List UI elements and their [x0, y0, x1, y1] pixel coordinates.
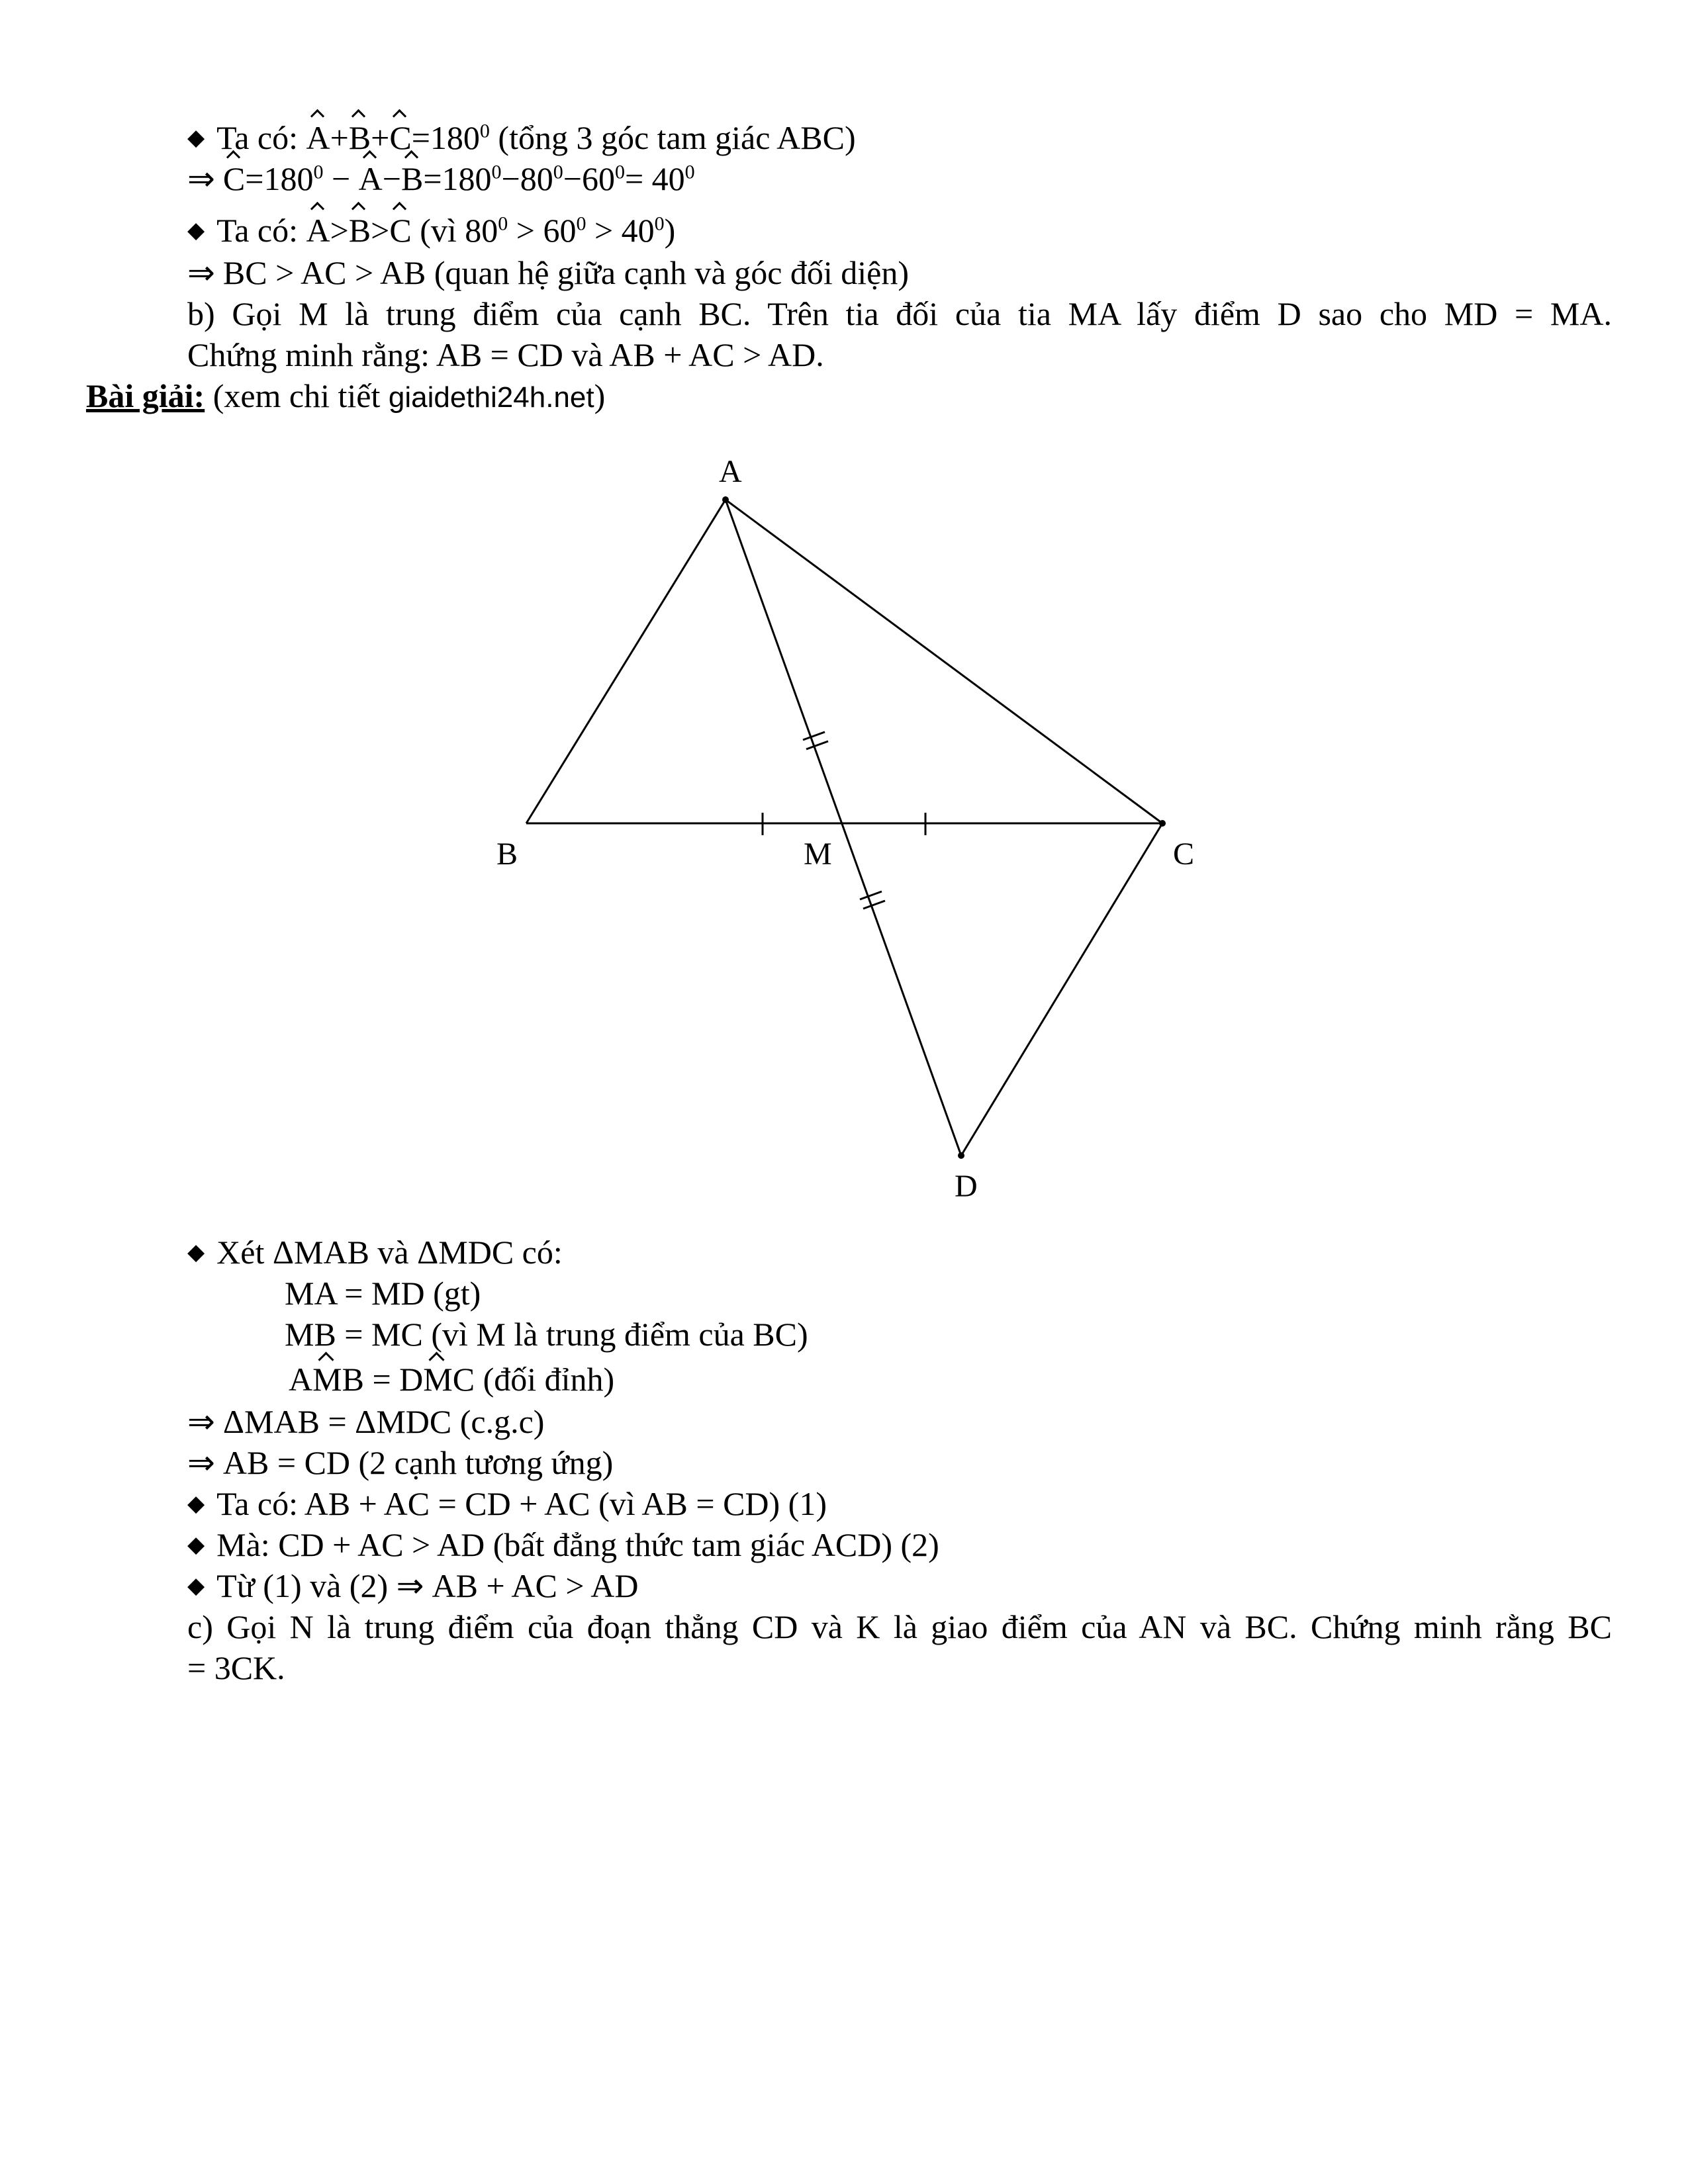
implies-icon: ⇒ [187, 254, 215, 291]
implies-icon: ⇒ [187, 160, 215, 197]
line-part-c-end: = 3CK. [187, 1649, 285, 1686]
line-part-b: b) Gọi M là trung điểm của cạnh BC. Trên tia đối của tia MA lấy điểm D sao cho MD = MA. [187, 295, 1612, 332]
tick-md-1 [860, 891, 882, 899]
proof-sum-equal-text: Ta có: AB + AC = CD + AC (vì AB = CD) (1) [216, 1485, 827, 1522]
angle-c-hat: C [389, 119, 412, 156]
segment-ac [726, 500, 1162, 823]
angle-a-hat: A [306, 212, 330, 249]
angle-c-hat: C [389, 212, 412, 249]
angle-b-hat: B [348, 119, 371, 156]
label-c: C [1173, 837, 1195, 872]
proof-congruent-text: ΔMAB = ΔMDC (c.g.c) [222, 1403, 545, 1440]
degree-sup: 0 [498, 212, 508, 235]
angle-vertex-hat: M [423, 1361, 453, 1398]
angle-sum-note: (tổng 3 góc tam giác ABC) [498, 119, 856, 156]
angle-b-hat: B [348, 212, 371, 249]
note-part: > 40 [586, 212, 655, 249]
point-a [722, 496, 729, 503]
bullet-icon: ◆ [187, 1574, 205, 1598]
label-m: M [804, 837, 832, 872]
angle-name-part: C [452, 1361, 475, 1398]
proof-conclusion-b: AB + AC > AD [432, 1567, 639, 1604]
proof-conclusion-a: Từ (1) và (2) [216, 1567, 389, 1604]
minus-sign: − [331, 160, 351, 197]
site-name: giaidethi24h.net [388, 381, 594, 414]
side-compare-text: BC > AC > AB (quan hệ giữa cạnh và góc đối diện) [222, 254, 910, 291]
degree-sup: 0 [654, 212, 665, 235]
degree-sup: 0 [313, 161, 324, 183]
bullet-icon: ◆ [187, 1533, 205, 1557]
bullet-icon: ◆ [187, 218, 205, 243]
proof-triangle-inequality-text: Mà: CD + AC > AD (bất đẳng thức tam giác ACD) (2) [216, 1526, 939, 1563]
degree-sup: 0 [614, 161, 625, 183]
tick-ma-1 [803, 732, 825, 740]
proof-vertical-angles [289, 1359, 614, 1399]
solution-close: ) [594, 377, 606, 414]
expr-part: =180 [245, 160, 314, 197]
minus-sign: − [382, 160, 401, 197]
expr-part: −60 [563, 160, 615, 197]
angle-name-part: B [342, 1361, 364, 1398]
degree-sup: 0 [479, 120, 490, 142]
proof-ma-md: MA = MD (gt) [285, 1275, 481, 1312]
degree-sup: 0 [553, 161, 563, 183]
degree-sup: 0 [491, 161, 502, 183]
point-c [1159, 820, 1166, 827]
angle-vertex-hat: M [312, 1361, 342, 1398]
expr-part: −80 [501, 160, 553, 197]
tick-ma-2 [806, 741, 828, 749]
tick-md-2 [863, 901, 885, 909]
proof-conclusion [187, 1566, 639, 1610]
angle-name-part: = D [363, 1361, 424, 1398]
line-part-c: c) Gọi N là trung điểm của đoạn thẳng CD và K là giao điểm của AN và BC. Chứng minh rằng BC [187, 1608, 1612, 1645]
degree-sup: 0 [684, 161, 695, 183]
bullet-icon: ◆ [187, 126, 205, 150]
angle-c-hat: C [222, 160, 246, 197]
gt-sign: > [330, 212, 349, 249]
proof-consider [187, 1232, 563, 1277]
text-ta-co: Ta có: [216, 119, 298, 156]
note-part: ) [664, 212, 676, 249]
degree-sup: 0 [576, 212, 586, 235]
solution-open: (xem chi tiết [212, 377, 381, 414]
plus-sign: + [330, 119, 349, 156]
proof-consider-text: Xét ΔMAB và ΔMDC có: [216, 1234, 563, 1271]
proof-mb-mc: MB = MC (vì M là trung điểm của BC) [285, 1316, 808, 1353]
implies-icon: ⇒ [396, 1567, 424, 1604]
segment-cd [961, 823, 1162, 1156]
bullet-icon: ◆ [187, 1492, 205, 1516]
implies-icon: ⇒ [187, 1403, 215, 1440]
vertical-angles-note: (đối đỉnh) [483, 1361, 615, 1398]
point-d [958, 1152, 964, 1159]
equals-180: =180 [411, 119, 480, 156]
solution-label: Bài giải: [86, 377, 205, 414]
segment-ab [526, 500, 726, 823]
gt-sign: > [371, 212, 390, 249]
angle-name-part: A [289, 1361, 313, 1398]
expr-part: = 40 [624, 160, 685, 197]
expr-part: =180 [423, 160, 492, 197]
note-part: > 60 [508, 212, 577, 249]
angle-b-hat: B [400, 160, 424, 197]
plus-sign: + [371, 119, 390, 156]
label-b: B [496, 837, 518, 872]
proof-ab-cd-text: AB = CD (2 cạnh tương ứng) [222, 1444, 614, 1481]
note-part: (vì 80 [420, 212, 498, 249]
label-d: D [955, 1169, 978, 1204]
proof-congruent [187, 1402, 544, 1441]
proof-ab-cd [187, 1443, 613, 1482]
label-a: A [719, 454, 742, 489]
angle-a-hat: A [358, 160, 383, 197]
proof-sum-equal [187, 1484, 827, 1528]
proof-triangle-inequality [187, 1525, 939, 1569]
bullet-icon: ◆ [187, 1240, 205, 1265]
implies-icon: ⇒ [187, 1444, 215, 1481]
angle-a-hat: A [306, 119, 330, 156]
text-ta-co: Ta có: [216, 212, 298, 249]
line-prove-statement: Chứng minh rằng: AB = CD và AB + AC > AD. [187, 336, 824, 373]
